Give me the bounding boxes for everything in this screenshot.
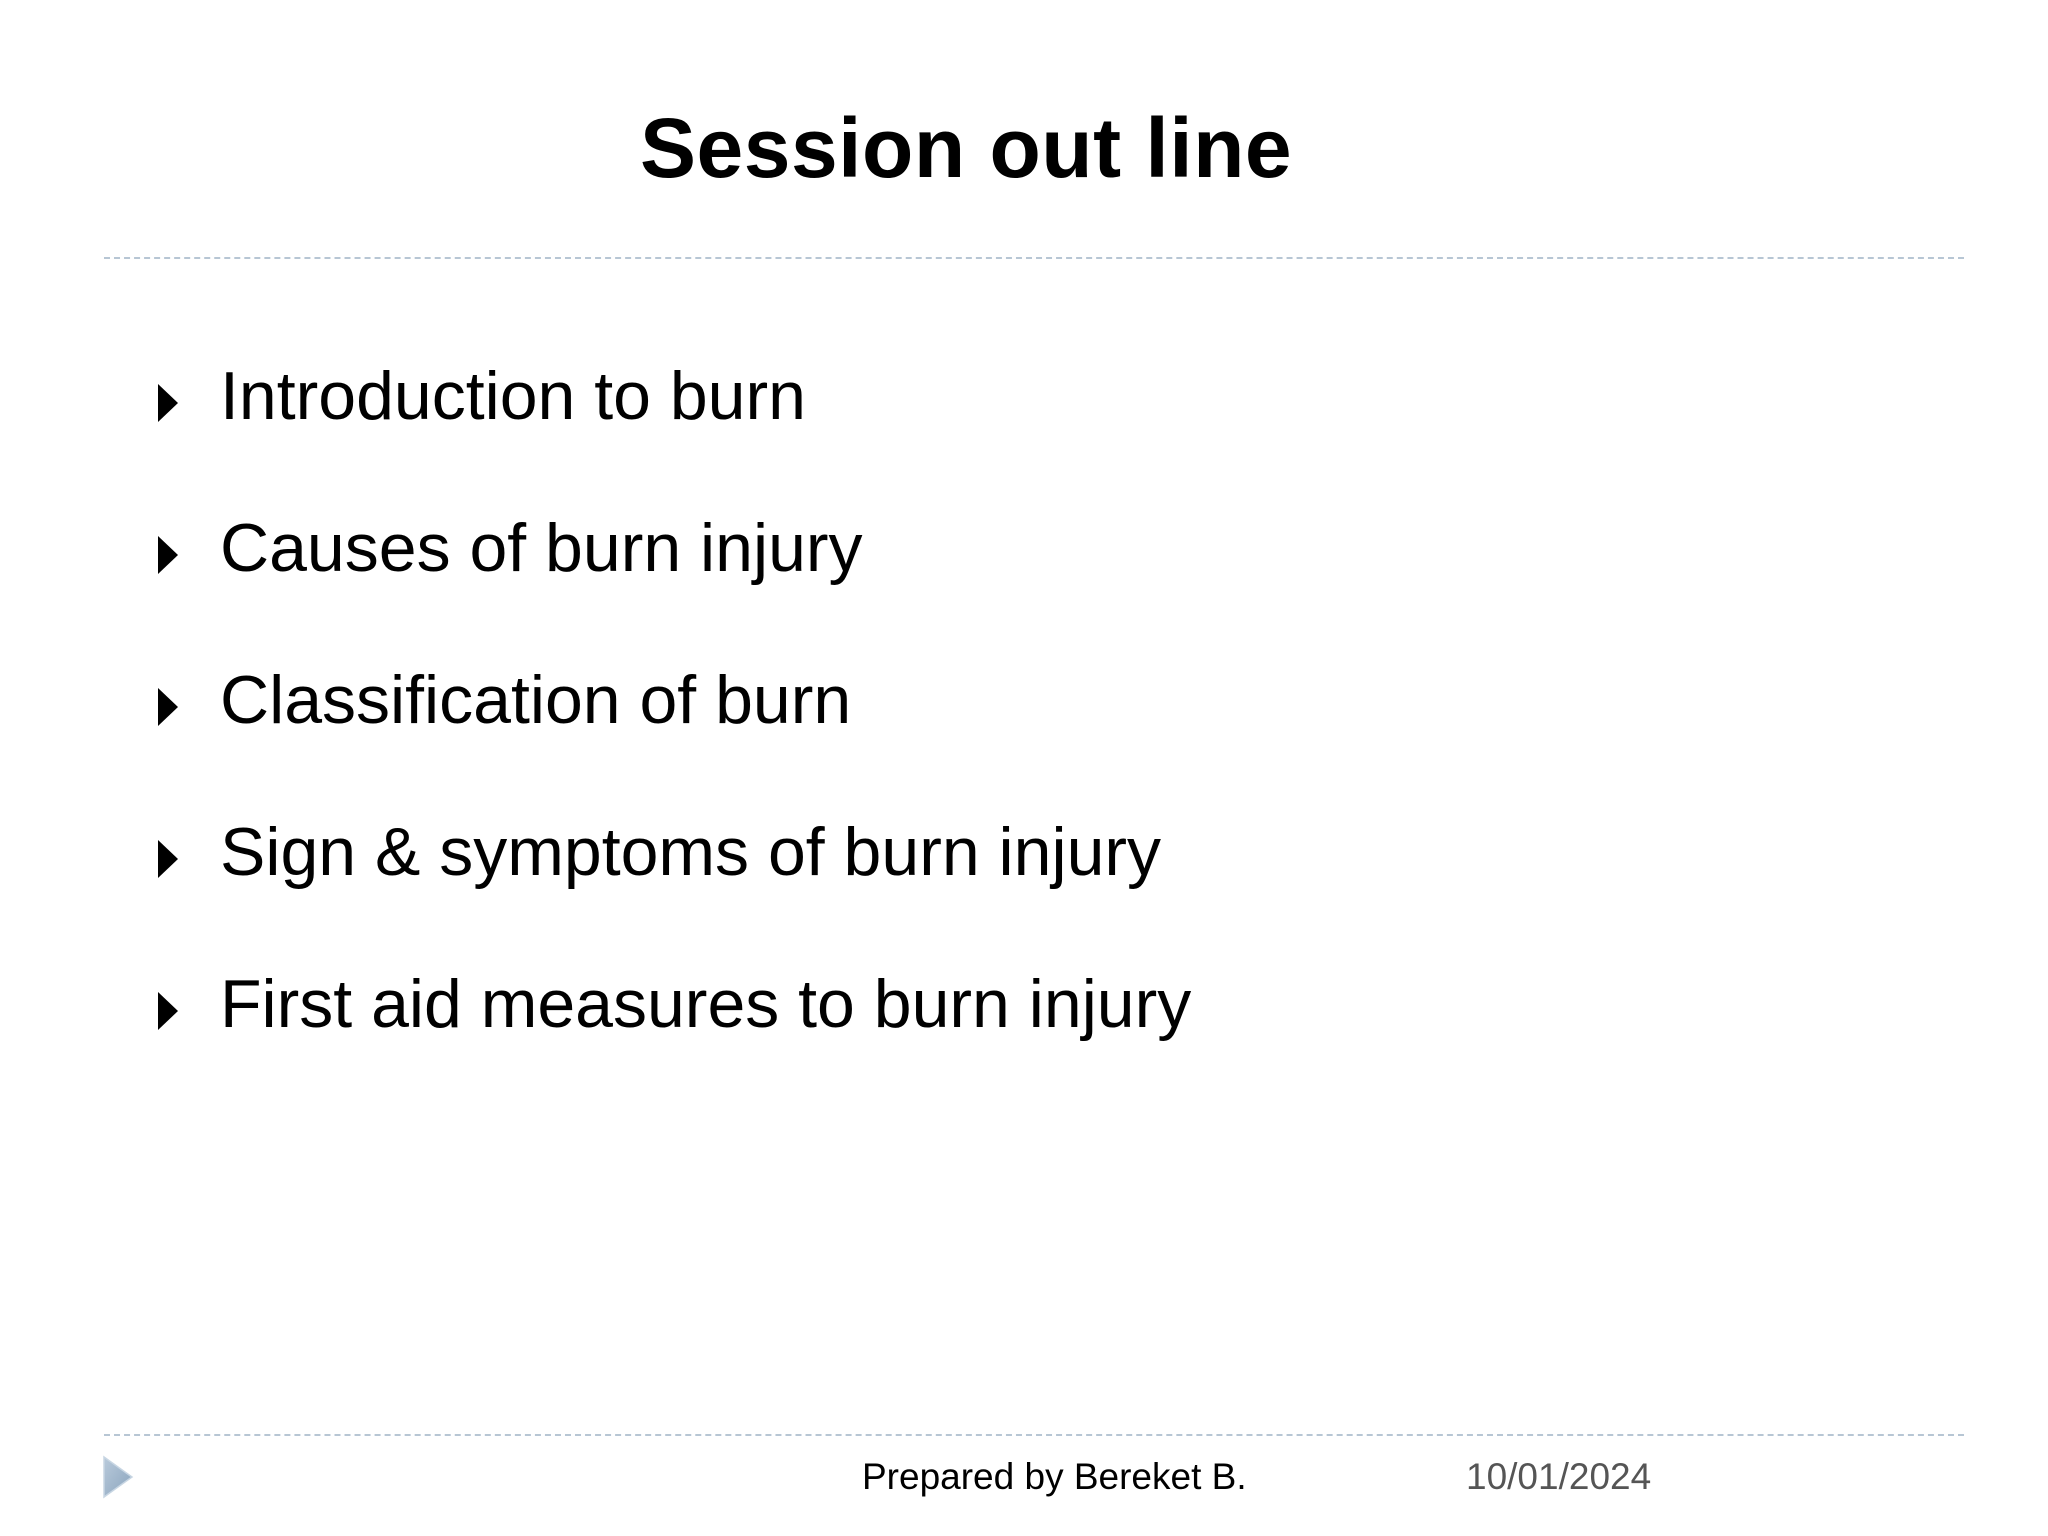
- footer-divider: [104, 1434, 1964, 1436]
- bullet-arrow-icon: [158, 840, 178, 878]
- bullet-text: Classification of burn: [220, 662, 852, 738]
- bullet-arrow-icon: [158, 688, 178, 726]
- bullet-arrow-icon: [158, 536, 178, 574]
- bullet-item: [158, 968, 1191, 1120]
- bullet-text: Sign & symptoms of burn injury: [220, 814, 1162, 890]
- title-divider: [104, 257, 1964, 259]
- bullet-item: [158, 816, 1191, 968]
- bullet-text: Causes of burn injury: [220, 510, 863, 586]
- footer-date: 10/01/2024: [1466, 1456, 1652, 1497]
- bullet-text: First aid measures to burn injury: [220, 966, 1192, 1042]
- slide-title: Session out line: [640, 101, 1293, 195]
- bullet-text: Introduction to burn: [220, 358, 806, 434]
- triangle-right-icon[interactable]: [102, 1455, 134, 1499]
- bullet-arrow-icon: [158, 992, 178, 1030]
- bullet-arrow-icon: [158, 384, 178, 422]
- bullet-item: [158, 664, 1191, 816]
- footer-author: Prepared by Bereket B.: [862, 1456, 1247, 1497]
- bullet-list: [158, 360, 1191, 1120]
- bullet-item: [158, 512, 1191, 664]
- bullet-item: [158, 360, 1191, 512]
